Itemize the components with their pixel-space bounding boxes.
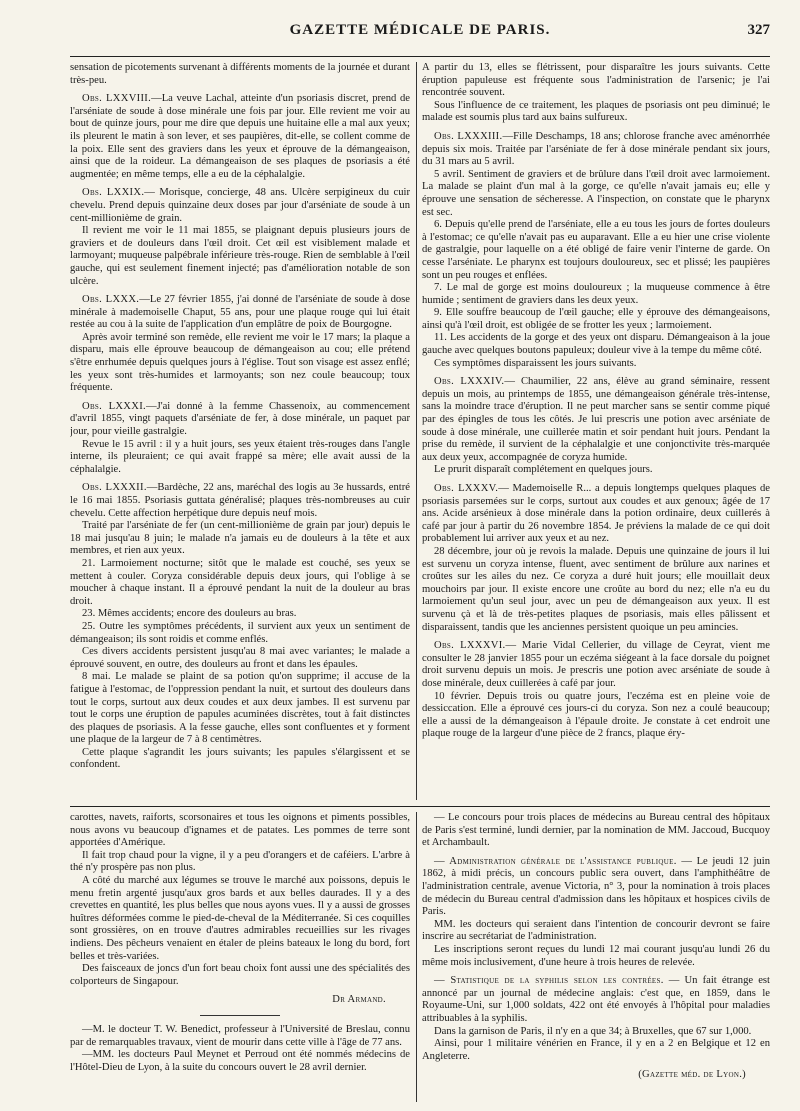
upper-left-column: [70, 62, 410, 802]
observation-label: Obs. LXXXV.: [434, 483, 499, 494]
text-paragraph: Revue le 15 avril : il y a huit jours, ses yeux étaient très-rouges dans l'angle interne, ils pleuraient; ce qui avait frappé sa mère; elle avait aussi de la céphalalgie.: [70, 438, 410, 475]
lower-left-column: [70, 812, 410, 1108]
observation-label: Obs. LXXXIII.: [434, 130, 503, 142]
signature-text: (Gazette méd. de Lyon.): [638, 1069, 746, 1081]
observation-text: —J'ai donné à la femme Chassenoix, au commencement d'avril 1855, vingt paquets d'arséniate de fer, à dose minérale, un paquet par jour, pour vieille gastralgie.: [70, 400, 410, 438]
signature-text: Dr Armand.: [332, 994, 386, 1006]
observation-text: — Mademoiselle R... a depuis longtemps quelques plaques de psoriasis parsemées sur le corps, surtout aux coudes et aux genoux; âgée de 17 ans. Acide arsénieux à dose minérale dans la potion ordinaire, deux cuillerés à café par jour à partir du 26 novembre 1854. Je préviens la malade de ce qui doit probablement lui arriver aux yeux et au nez.: [422, 483, 770, 545]
text-paragraph: Il revient me voir le 11 mai 1855, se plaignant depuis plusieurs jours de graviers et de douleurs dans l'œil droit. Cet œil est visiblement malade et larmoyant; muqueuse palpébrale inférieure très-rouge. Rien de semblable à l'œil gauche, qui est seulement finement injecté; pas d'amélioration notable de son ulcère.: [70, 225, 410, 287]
text-paragraph: 28 décembre, jour où je revois la malade. Depuis une quinzaine de jours il lui est survenu un coryza intense, fluent, avec sentiment de brûlure aux narines et croûtes sur les ailes du nez. Ce coryza a duré huit jours; elle mouillait deux mouchoirs par jour. Il existe encore une croûte au bord du nez; elle n'a eu du larmoiement qu'un seul jour, avec un peu de démangeaison aux yeux. Il est survenu çà et là de très-petites plaques de psoriasis, mais elles pâlissent et disparaissent, tandis que les anciennes persistent quoique un peu amincies.: [422, 545, 770, 633]
page-number: 327: [747, 22, 770, 38]
text-paragraph: Le prurit disparaît complétement en quelques jours.: [434, 464, 653, 476]
text-paragraph: Dans la garnison de Paris, il n'y en a que 34; à Bruxelles, que 67 sur 1,000.: [434, 1025, 752, 1037]
observation-text: —La veuve Lachal, atteinte d'un psoriasis discret, prend de l'arséniate de soude à dose minérale une fois par jour. Elle revient me voir au bout de quinze jours, pour me dire que depuis une huitaine elle a mal aux yeux; ils pleurent le matin à son lever, et ses paupières, dit-elle, se collent comme de la poix. Elle sent des graviers dans les yeux et éprouve de la démangeaison, ainsi que de la roideur. La démangeaison de ses plaques de psoriasis a été augmentée; en même temps, elle a eu de la céphalalgie.: [70, 93, 410, 180]
text-paragraph: 9. Elle souffre beaucoup de l'œil gauche; elle y éprouve des démangeaisons, ainsi qu'à l'œil droit, est obligée de se frotter les yeux ; larmoiement.: [422, 307, 770, 331]
observation-text: —Bardèche, 22 ans, maréchal des logis au 3e hussards, entré le 16 mai 1855. Psoriasis guttata généralisé; plaques très-nombreuses au cuir chevelu. Cette affection herpétique dure depuis neuf mois.: [70, 482, 410, 519]
signature: [422, 1069, 770, 1082]
observation-paragraph: [422, 131, 770, 169]
text-paragraph: 11. Les accidents de la gorge et des yeux ont disparu. Démangeaison à la joue gauche avec quelques boutons papuleux; douleur vive à la tempe du même côté.: [422, 332, 770, 357]
observation-label: Obs. LXXX.: [82, 294, 140, 306]
separator-rule: [200, 1015, 280, 1016]
observation-label: — Statistique de la syphilis selon les contrées.: [434, 975, 664, 987]
observation-paragraph: [70, 482, 410, 520]
observation-label: Obs. LXXVIII.: [82, 93, 152, 105]
text-paragraph: sensation de picotements survenant à différents moments de la journée et durant très-peu.: [70, 62, 410, 86]
text-paragraph: A partir du 13, elles se flétrissent, pour disparaître les jours suivants. Cette éruption papuleuse est fréquente sous l'administration de l'arsenic; je l'ai rencontrée souvent.: [422, 62, 770, 99]
text-paragraph: Des faisceaux de joncs d'un fort beau choix font aussi une des spécialités des colporteurs de Singapour.: [70, 963, 410, 987]
text-paragraph: 6. Depuis qu'elle prend de l'arséniate, elle a eu tous les jours de fortes douleurs à l'estomac; ce qu'elle n'avait pas eu auparavant. Elle a eu hier une crise violente de gastralgie, pour laquelle on a été obligé de faire venir l'interne de garde. On cesse l'arséniate. Le pharynx est toujours douloureux, sec et plissé; les paupières sont un peu rouges et enflées.: [422, 219, 770, 281]
lower-right-column: [422, 812, 770, 1108]
text-paragraph: Après avoir terminé son remède, elle revient me voir le 17 mars; la plaque a disparu, mais elle éprouve beaucoup de démangeaison au cou; elle prétend s'être enrhumée depuis quelques jours à l'église. Tout son visage est assez enflé; les yeux sont très-humides et larmoyants; son nez coule beaucoup; toux fréquente.: [70, 331, 410, 394]
observation-paragraph: [70, 401, 410, 439]
observation-text: — Marie Vidal Cellerier, du village de Ceyrat, vient me consulter le 28 janvier 1855 pour un eczéma siégeant à la face dorsale du poignet droit survenu depuis un mois. Je prescris une potion avec arséniate de soude à dose minérale, deux cuillerées à café par jour.: [422, 640, 770, 689]
observation-paragraph: [70, 187, 410, 225]
observation-text: — Chaumilier, 22 ans, élève au grand séminaire, ressent depuis un mois, au printemps de 1855, une démangeaison générale très-intense, sans la moindre trace d'éruption. Il ne peut marcher sans se sentir comme piqué par des épingles de tous les côtés. Je lui prescris une potion avec arséniate de soude à dose minérale, une cuillerée matin et soir pendant huit jours. Pendant la prise du remède, il survient de la céphalalgie et une conjonctivite très-marquée aux deux yeux, accompagnée de coryza humide.: [422, 376, 770, 463]
text-paragraph: Sous l'influence de ce traitement, les plaques de psoriasis ont peu diminué; le malade est soumis plus tard aux bains sulfureux.: [422, 99, 770, 124]
text-paragraph: Ces divers accidents persistent jusqu'au 8 mai avec variantes; le malade a éprouvé souvent, en outre, des douleurs au front et dans les épaules.: [70, 646, 410, 670]
observation-text: —Le 27 février 1855, j'ai donné de l'arséniate de soude à dose minérale à mademoiselle Chaput, 55 ans, pour une plaque rouge qui lui était restée au cou à la suite de l'application d'un emplâtre de poix de Bourgogne.: [70, 294, 410, 331]
text-paragraph: Cette plaque s'agrandit les jours suivants; les papules s'élargissent et se confondent.: [70, 746, 410, 771]
text-paragraph: Ainsi, pour 1 militaire vénérien en France, il y en a 2 en Belgique et 12 en Angleterre.: [422, 1038, 770, 1062]
text-paragraph: 5 avril. Sentiment de graviers et de brûlure dans l'œil droit avec larmoiement. La malade se plaint d'un mal à la gorge, ce qu'elle n'avait jamais eu; elle y éprouve une sensation de sécheresse. A l'inspection, on constate que le pharynx est sec.: [422, 168, 770, 218]
observation-text: — Un fait étrange est annoncé par un journal de médecine anglais: c'est que, en 1859, dans le Royaume-Uni, sur 1,000 soldats, 422 ont été envoyés à l'hôpital pour maladies attribuables à la syphilis.: [422, 975, 770, 1024]
observation-paragraph: [422, 856, 770, 919]
text-paragraph: —MM. les docteurs Paul Meynet et Perroud ont été nommés médecins de l'Hôtel-Dieu de Lyon, à la suite du concours ouvert le 28 avril dernier.: [70, 1049, 410, 1073]
text-paragraph: — Le concours pour trois places de médecins au Bureau central des hôpitaux de Paris s'est terminé, lundi dernier, par la nomination de MM. Jaccoud, Bucquoy et Archambault.: [422, 812, 770, 849]
text-paragraph: Il fait trop chaud pour la vigne, il y a peu d'orangers et de caféiers. L'arbre à thé n'y prospère pas non plus.: [70, 849, 410, 874]
text-paragraph: —M. le docteur T. W. Benedict, professeur à l'Université de Breslau, connu par de remarquables travaux, vient de mourir dans cette ville à l'âge de 77 ans.: [70, 1023, 410, 1048]
observation-paragraph: [70, 294, 410, 332]
text-paragraph: 10 février. Depuis trois ou quatre jours, l'eczéma est en pleine voie de dessiccation. Elle a éprouvé ces jours-ci du coryza. Son nez a coulé beaucoup; elle a aussi de la démangeaison à l'épaule droite. Je constate à cet endroit une plaque rouge de la largeur d'une pièce de 2 francs, plaque éry-: [422, 690, 770, 740]
text-paragraph: 23. Mêmes accidents; encore des douleurs au bras.: [82, 608, 297, 620]
observation-label: Obs. LXXIX.: [82, 187, 145, 199]
signature: [70, 994, 410, 1007]
observation-paragraph: [70, 93, 410, 181]
text-paragraph: MM. les docteurs qui seraient dans l'intention de concourir devront se faire inscrire au secrétariat de l'administration.: [422, 918, 770, 943]
observation-paragraph: [422, 483, 770, 546]
text-paragraph: Les inscriptions seront reçues du lundi 12 mai courant jusqu'au lundi 26 du même mois inclusivement, d'une heure à trois heures de relevée.: [422, 943, 770, 968]
observation-label: Obs. LXXXII.: [82, 482, 147, 494]
text-paragraph: 21. Larmoiement nocturne; sitôt que le malade est couché, ses yeux se mettent à couler. Coryza considérable depuis deux jours, qui l'oblige à se moucher à chaque instant. Il a éprouvé pendant la nuit de la douleur au bras droit.: [70, 557, 410, 607]
observation-text: —Fille Deschamps, 18 ans; chlorose franche avec aménorrhée depuis six mois. Traitée par l'arséniate de fer à dose minérale pendant six jours, du 31 mars au 5 avril.: [422, 130, 770, 168]
observation-label: Obs. LXXXI.: [82, 400, 146, 412]
observation-text: — Morisque, concierge, 48 ans. Ulcère serpigineux du cuir chevelu. Prend depuis quinzaine deux doses par jour d'arséniate de soude à un cent-millionième de grain.: [70, 187, 410, 224]
header-rule: [70, 56, 770, 57]
journal-title: GAZETTE MÉDICALE DE PARIS.: [289, 22, 551, 38]
text-paragraph: 8 mai. Le malade se plaint de sa potion qu'on supprime; il accuse de la fatigue à l'estomac, de l'oppression pendant la nuit, et surtout des douleurs dans tout le corps, surtout aux deux coudes et aux deux jambes. Il est survenu par tout le corps une éruption de papules acuminées discrètes, tout à fait distinctes des plaques de psoriasis. A la fesse gauche, elles sont confluentes et y forment une plaque de la largeur de 7 à 8 centimètres.: [70, 671, 410, 746]
text-paragraph: Traité par l'arséniate de fer (un cent-millionième de grain par jour) depuis le 18 mai jusqu'au 8 juin; le malade n'a jamais eu de douleurs à la tête et aux membres, et rien aux yeux.: [70, 520, 410, 557]
text-paragraph: 7. Le mal de gorge est moins douloureux ; la muqueuse commence à être humide ; sentiment de graviers dans les deux yeux.: [422, 282, 770, 306]
observation-paragraph: [422, 376, 770, 464]
column-divider-upper: [416, 62, 417, 800]
observation-label: Obs. LXXXVI.: [434, 640, 506, 652]
observation-label: Obs. LXXXIV.: [434, 376, 505, 388]
text-paragraph: A côté du marché aux légumes se trouve le marché aux poissons, depuis le menu fretin argenté jusqu'aux gros bards et aux belles daurades. Il y a des crevettes en quantité, les plus belles que nous ayons vues. Il y a aussi de grosses huîtres déformées comme le pied-de-cheval de la Méditerranée. Si ces coquilles sont grossières, on en trouve d'autres admirables recueillies sur les rivages indiens. Des pêcheurs venaient en étaler de pleins bateaux le long du bord, fort belles et très-variées.: [70, 874, 410, 962]
section-rule: [70, 806, 770, 807]
text-paragraph: 25. Outre les symptômes précédents, il survient aux yeux un sentiment de démangeaison; ils sont roidis et comme enflés.: [70, 620, 410, 645]
text-paragraph: carottes, navets, raiforts, scorsonaires et tous les oignons et piments possibles, nous avons vu beaucoup d'ignames et de patates. Les pommes de terre sont apportées d'Amérique.: [70, 812, 410, 849]
text-paragraph: Ces symptômes disparaissent les jours suivants.: [434, 357, 637, 369]
observation-paragraph: [422, 975, 770, 1025]
observation-paragraph: [422, 640, 770, 690]
observation-label: — Administration générale de l'assistance publique.: [434, 855, 677, 867]
upper-right-column: [422, 62, 770, 802]
column-divider-lower: [416, 812, 417, 1102]
observation-text: — Le jeudi 12 juin 1862, à midi précis, un concours public sera ouvert, dans l'amphithéâtre de l'administration centrale, avenue Victoria, n° 3, pour la nomination à trois places de médecin du Bureau central d'admission dans les hôpitaux et hospices civils de Paris.: [422, 855, 770, 918]
page-header: [70, 16, 770, 46]
